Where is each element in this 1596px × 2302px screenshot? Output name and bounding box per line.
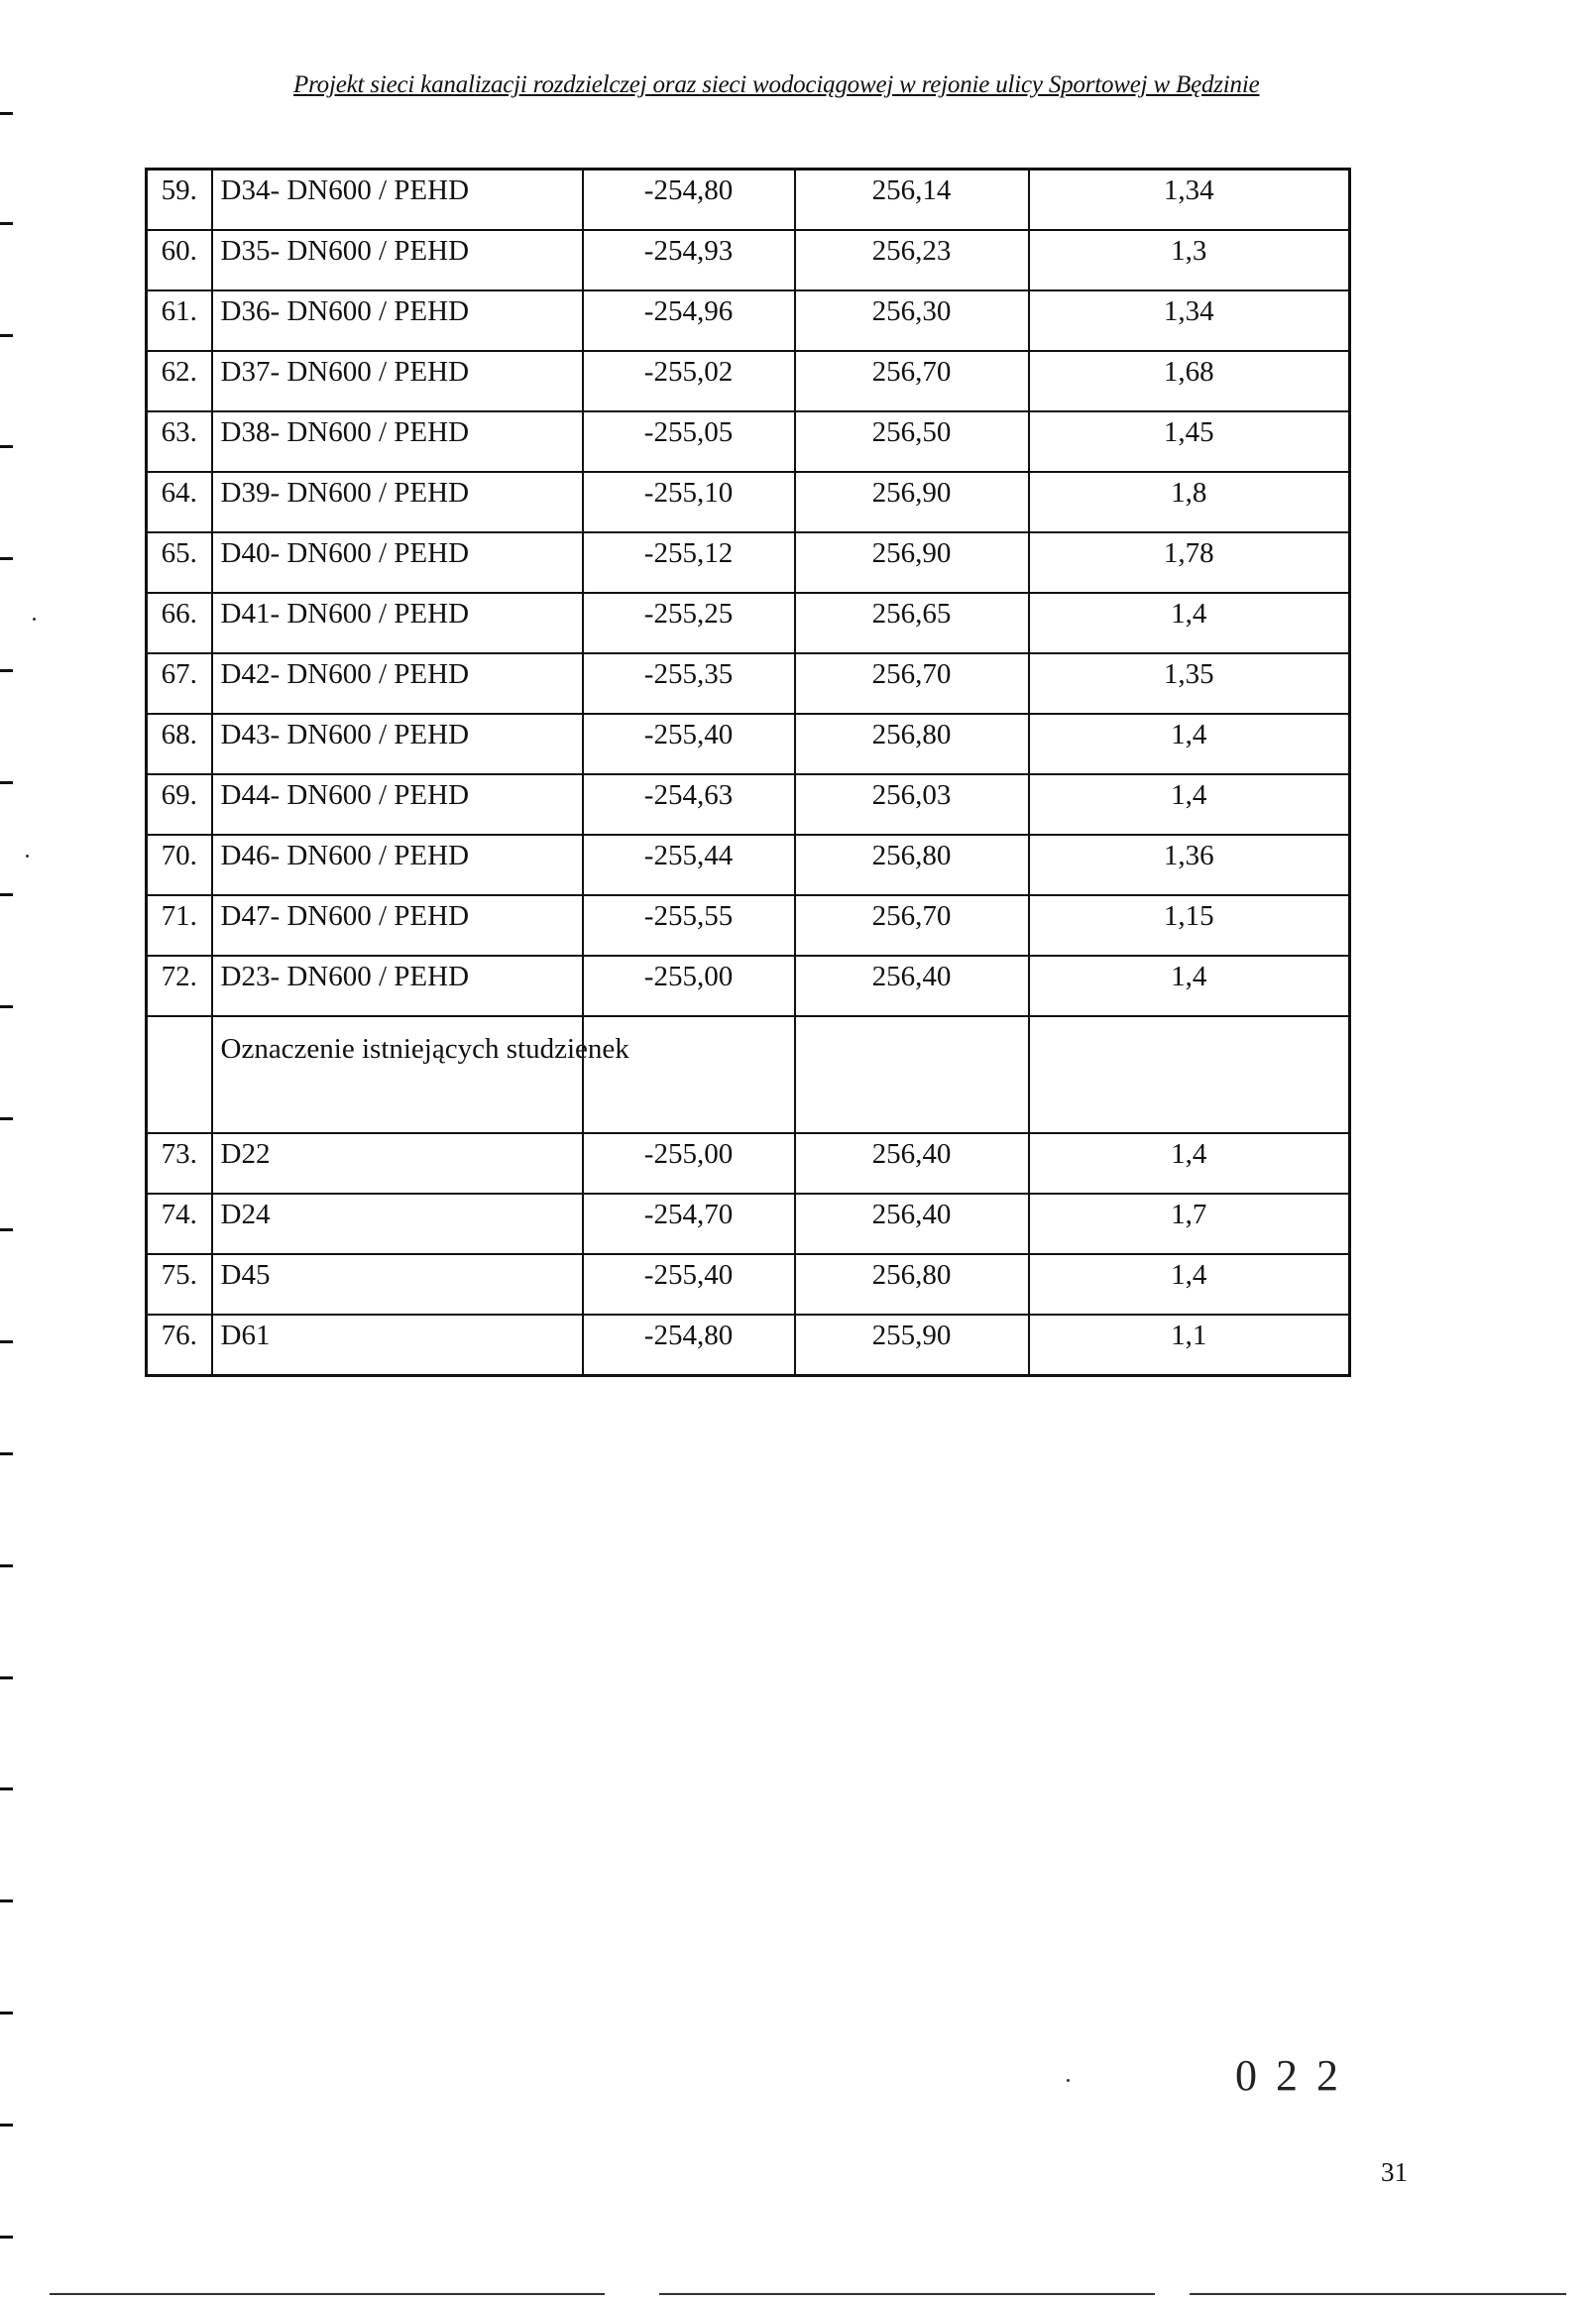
value-cell-1: -255,05 xyxy=(583,411,795,472)
value-cell-3: 1,34 xyxy=(1029,290,1350,351)
value-cell-2: 256,90 xyxy=(795,472,1029,532)
manhole-name-cell: D37- DN600 / PEHD xyxy=(212,351,583,411)
value-cell-2: 256,30 xyxy=(795,290,1029,351)
table-row xyxy=(147,774,1350,835)
row-number-cell: 71. xyxy=(147,895,212,956)
table-body xyxy=(147,170,1350,1376)
row-number-cell: 63. xyxy=(147,411,212,472)
value-cell-2: 256,40 xyxy=(795,1194,1029,1254)
empty-cell xyxy=(147,1016,212,1133)
row-number-cell: 70. xyxy=(147,835,212,895)
value-cell-2: 256,80 xyxy=(795,1254,1029,1315)
value-cell-2: 256,90 xyxy=(795,532,1029,593)
value-cell-3: 1,4 xyxy=(1029,774,1350,835)
value-cell-3: 1,45 xyxy=(1029,411,1350,472)
value-cell-2: 256,80 xyxy=(795,835,1029,895)
row-number-cell: 67. xyxy=(147,653,212,714)
row-number-cell: 66. xyxy=(147,593,212,653)
row-number-cell: 74. xyxy=(147,1194,212,1254)
value-cell-2: 256,80 xyxy=(795,714,1029,774)
value-cell-1: -255,02 xyxy=(583,351,795,411)
value-cell-1: -254,93 xyxy=(583,230,795,290)
value-cell-2: 256,70 xyxy=(795,895,1029,956)
value-cell-3: 1,1 xyxy=(1029,1315,1350,1376)
value-cell-1: -255,25 xyxy=(583,593,795,653)
row-number-cell: 60. xyxy=(147,230,212,290)
row-number-cell: 73. xyxy=(147,1133,212,1194)
table-row xyxy=(147,411,1350,472)
value-cell-1: -254,80 xyxy=(583,170,795,231)
value-cell-3: 1,4 xyxy=(1029,714,1350,774)
manhole-name-cell: D61 xyxy=(212,1315,583,1376)
row-number-cell: 61. xyxy=(147,290,212,351)
value-cell-2: 256,70 xyxy=(795,351,1029,411)
page-header-title: Projekt sieci kanalizacji rozdzielczej oraz sieci wodociągowej w rejonie ulicy Sportowej w Będzinie xyxy=(293,71,1260,98)
table-row xyxy=(147,1194,1350,1254)
row-number-cell: 75. xyxy=(147,1254,212,1315)
table-row xyxy=(147,230,1350,290)
value-cell-3: 1,4 xyxy=(1029,593,1350,653)
page-number: 31 xyxy=(1381,2157,1408,2187)
manhole-name-cell: D43- DN600 / PEHD xyxy=(212,714,583,774)
value-cell-2: 256,03 xyxy=(795,774,1029,835)
manhole-name-cell: D23- DN600 / PEHD xyxy=(212,956,583,1016)
value-cell-1: -255,40 xyxy=(583,714,795,774)
manhole-name-cell: D40- DN600 / PEHD xyxy=(212,532,583,593)
value-cell-1: -255,12 xyxy=(583,532,795,593)
manhole-name-cell: D46- DN600 / PEHD xyxy=(212,835,583,895)
value-cell-3: 1,36 xyxy=(1029,835,1350,895)
table-row xyxy=(147,593,1350,653)
manhole-name-cell: D22 xyxy=(212,1133,583,1194)
value-cell-2: 256,40 xyxy=(795,956,1029,1016)
value-cell-1: -255,35 xyxy=(583,653,795,714)
value-cell-1: -254,80 xyxy=(583,1315,795,1376)
value-cell-3: 1,15 xyxy=(1029,895,1350,956)
manhole-name-cell: D24 xyxy=(212,1194,583,1254)
manhole-name-cell: D45 xyxy=(212,1254,583,1315)
table-row xyxy=(147,714,1350,774)
row-number-cell: 64. xyxy=(147,472,212,532)
table-row xyxy=(147,1133,1350,1194)
value-cell-3: 1,78 xyxy=(1029,532,1350,593)
manhole-name-cell: D34- DN600 / PEHD xyxy=(212,170,583,231)
table-row xyxy=(147,290,1350,351)
table-row xyxy=(147,1315,1350,1376)
row-number-cell: 68. xyxy=(147,714,212,774)
manhole-name-cell: D42- DN600 / PEHD xyxy=(212,653,583,714)
value-cell-2: 256,50 xyxy=(795,411,1029,472)
empty-cell xyxy=(1029,1016,1350,1133)
table-row xyxy=(147,895,1350,956)
manhole-name-cell: D35- DN600 / PEHD xyxy=(212,230,583,290)
row-number-cell: 59. xyxy=(147,170,212,231)
stamp-number: 0 2 2 xyxy=(1235,2051,1342,2100)
value-cell-1: -255,00 xyxy=(583,1133,795,1194)
value-cell-1: -255,40 xyxy=(583,1254,795,1315)
table-row xyxy=(147,1254,1350,1315)
value-cell-2: 255,90 xyxy=(795,1315,1029,1376)
row-number-cell: 69. xyxy=(147,774,212,835)
value-cell-3: 1,4 xyxy=(1029,1133,1350,1194)
value-cell-3: 1,8 xyxy=(1029,472,1350,532)
value-cell-2: 256,65 xyxy=(795,593,1029,653)
manhole-name-cell: D38- DN600 / PEHD xyxy=(212,411,583,472)
value-cell-1: -254,96 xyxy=(583,290,795,351)
value-cell-2: 256,40 xyxy=(795,1133,1029,1194)
row-number-cell: 72. xyxy=(147,956,212,1016)
value-cell-3: 1,3 xyxy=(1029,230,1350,290)
table-row xyxy=(147,170,1350,231)
value-cell-2: 256,23 xyxy=(795,230,1029,290)
table-row xyxy=(147,835,1350,895)
value-cell-1: -254,63 xyxy=(583,774,795,835)
table-row xyxy=(147,351,1350,411)
value-cell-3: 1,34 xyxy=(1029,170,1350,231)
value-cell-2: 256,70 xyxy=(795,653,1029,714)
value-cell-3: 1,4 xyxy=(1029,1254,1350,1315)
row-number-cell: 76. xyxy=(147,1315,212,1376)
manhole-name-cell: D47- DN600 / PEHD xyxy=(212,895,583,956)
manhole-name-cell: D39- DN600 / PEHD xyxy=(212,472,583,532)
manhole-name-cell: D44- DN600 / PEHD xyxy=(212,774,583,835)
value-cell-3: 1,7 xyxy=(1029,1194,1350,1254)
value-cell-3: 1,68 xyxy=(1029,351,1350,411)
manhole-elevation-table xyxy=(145,168,1351,1377)
section-label: Oznaczenie istniejących studzienek xyxy=(212,1016,583,1133)
table-row xyxy=(147,956,1350,1016)
value-cell-3: 1,4 xyxy=(1029,956,1350,1016)
section-row-existing-manholes xyxy=(147,1016,1350,1133)
table-row xyxy=(147,653,1350,714)
value-cell-1: -255,00 xyxy=(583,956,795,1016)
value-cell-1: -255,55 xyxy=(583,895,795,956)
value-cell-1: -254,70 xyxy=(583,1194,795,1254)
row-number-cell: 62. xyxy=(147,351,212,411)
value-cell-1: -255,10 xyxy=(583,472,795,532)
value-cell-3: 1,35 xyxy=(1029,653,1350,714)
row-number-cell: 65. xyxy=(147,532,212,593)
manhole-name-cell: D41- DN600 / PEHD xyxy=(212,593,583,653)
value-cell-2: 256,14 xyxy=(795,170,1029,231)
empty-cell xyxy=(795,1016,1029,1133)
value-cell-1: -255,44 xyxy=(583,835,795,895)
manhole-name-cell: D36- DN600 / PEHD xyxy=(212,290,583,351)
table-row xyxy=(147,472,1350,532)
table-row xyxy=(147,532,1350,593)
